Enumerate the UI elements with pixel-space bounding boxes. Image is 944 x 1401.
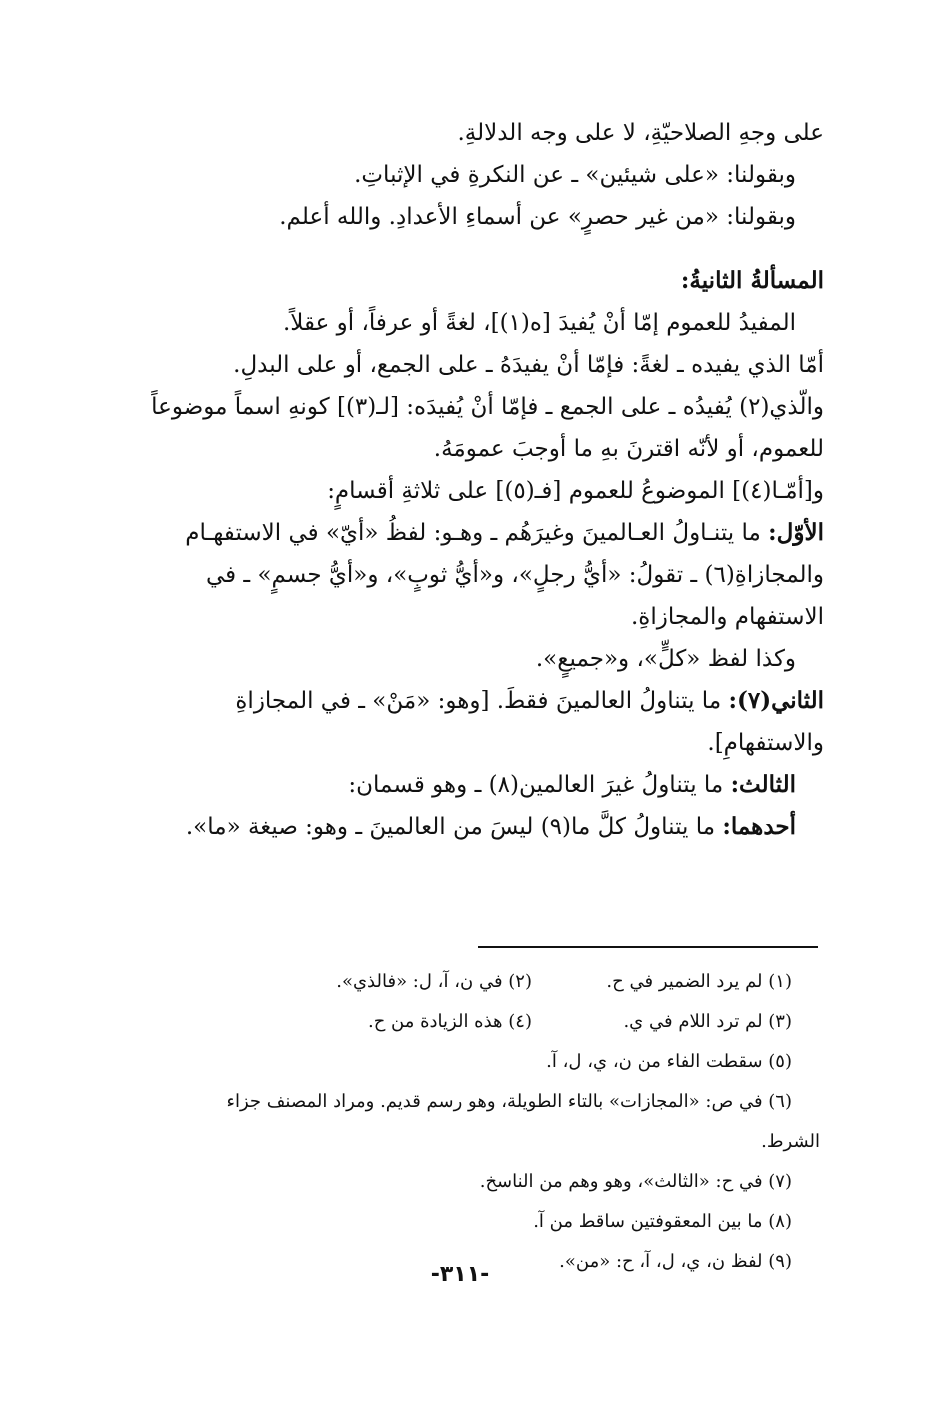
footnote: (٦) في ص: «المجازات» بالتاء الطويلة، وهو رسم قديم. ومراد المصنف جزاء <box>226 1091 792 1112</box>
footnote: (١) لم يرد الضمير في ح. <box>606 971 792 992</box>
footnote-divider <box>478 946 818 948</box>
paragraph: أمّا الذي يفيده ـ لغةً: فإمّا أنْ يفيدَهُ ـ على الجمع، أو على البدلِ. <box>233 352 824 378</box>
paragraph-fourth-section <box>114 806 824 848</box>
item-text: ما يتناولُ العالمينَ فقطَ. [وهو: «مَنْ» ـ في المجازاةِ والاستفهامِ]. <box>235 688 824 756</box>
item-text: ما يتناولُ غيرَ العالمين(٨) ـ وهو قسمان: <box>348 772 731 798</box>
paragraph: و[أمّـا(٤)] الموضوعُ للعموم [فـ(٥)] على ثلاثةِ أقسامٍ: <box>327 478 824 504</box>
footnote-long <box>120 1082 820 1162</box>
main-text <box>114 112 824 848</box>
paragraph: وكذا لفظ «كلٍّ»، و«جميعٍ». <box>535 646 796 672</box>
item-label: الأوّل: <box>768 519 824 546</box>
item-label: الثاني(٧): <box>728 687 824 714</box>
item-label: أحدهما: <box>722 813 796 840</box>
item-text: ما يتنـاولُ العـالمينَ وغيرَهُم ـ وهـو: لفظُ «أيّ» في الاستفهـام والمجازاةِ(٦) ـ تقولُ: «أيُّ رجلٍ»، و«أيُّ ثوبٍ»، و«أيُّ جسمٍ» ـ في الاستفهام والمجازاةِ. <box>185 520 824 630</box>
paragraph: المفيدُ للعموم إمّا أنْ يُفيدَ [ه(١)]، لغةً أو عرفاً، أو عقلاً. <box>282 310 796 336</box>
footnote: (٧) في ح: «الثالث»، وهو وهم من الناسخ. <box>479 1171 792 1192</box>
paragraph: والّذي(٢) يُفيدُه ـ على الجمع ـ فإمّا أنْ يُفيدَه: [لـ(٣)] كونهِ اسماً موضوعاً للعموم، أو لأنّه اقترنَ بهِ ما أوجبَ عمومَهُ. <box>151 394 824 462</box>
paragraph-third-section <box>114 764 824 806</box>
footnote-continuation: الشرط. <box>761 1131 820 1152</box>
section-heading: المسألةُ الثانيةُ: <box>680 267 824 294</box>
text-line: على وجهِ الصلاحيّةِ، لا على وجه الدلالةِ. <box>457 120 824 146</box>
paragraph-second-section <box>114 680 824 764</box>
footnote: (٢) في ن، آ، ل: «فالذي». <box>336 971 532 992</box>
footnote-row <box>120 962 820 1002</box>
text-line: وبقولنا: «من غير حصرٍ» عن أسماءِ الأعدادِ. والله أعلم. <box>279 204 796 230</box>
footnotes <box>120 962 820 1282</box>
footnote: (٨) ما بين المعقوفتين ساقط من آ. <box>533 1211 792 1232</box>
item-label: الثالث: <box>730 771 796 798</box>
footnote: (٤) هذه الزيادة من ح. <box>367 1011 532 1032</box>
footnote-row <box>120 1002 820 1042</box>
text-line: وبقولنا: «على شيئين» ـ عن النكرةِ في الإثباتِ. <box>354 162 796 188</box>
footnote: (٩) لفظ ن، ي، ل، آ، ح: «من». <box>559 1251 792 1272</box>
paragraph-first-section <box>114 512 824 638</box>
footnote: (٣) لم ترد اللام في ي. <box>623 1011 792 1032</box>
footnote: (٥) سقطت الفاء من ن، ي، ل، آ. <box>546 1051 792 1072</box>
page-number: -٣١١- <box>430 1262 490 1287</box>
item-text: ما يتناولُ كلَّ ما(٩) ليسَ من العالمينَ ـ وهو: صيغة «ما». <box>185 814 723 840</box>
